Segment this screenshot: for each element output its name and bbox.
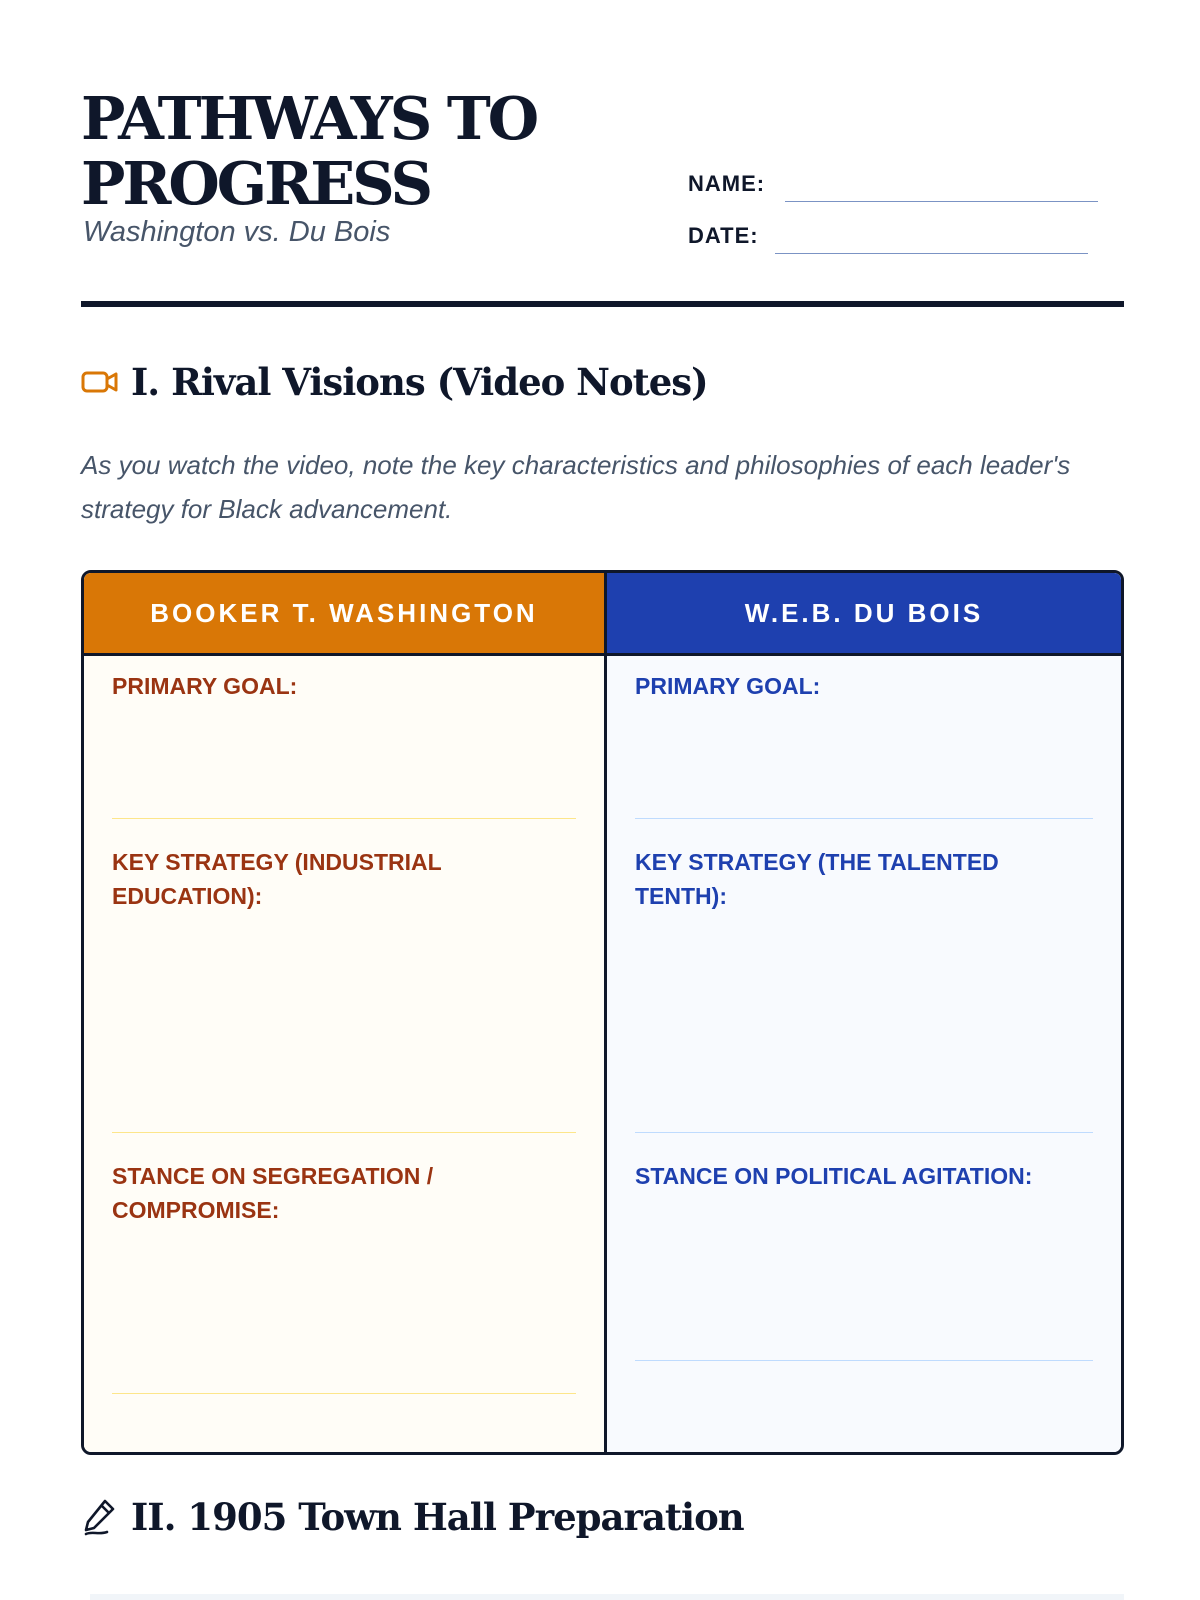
washington-answer-goal[interactable] <box>112 818 576 819</box>
dubois-answer-strategy[interactable] <box>635 1132 1093 1133</box>
worksheet-title: PATHWAYS TO PROGRESS <box>81 84 537 218</box>
dubois-prompt-goal: PRIMARY GOAL: <box>635 673 821 699</box>
rival-visions-table <box>81 570 1124 1455</box>
washington-prompt-goal: PRIMARY GOAL: <box>112 673 298 699</box>
section-2-box-top <box>90 1594 1124 1600</box>
washington-column <box>84 573 604 1452</box>
washington-prompt-strategy: KEY STRATEGY (INDUSTRIAL EDUCATION): <box>112 849 442 909</box>
worksheet-subtitle: Washington vs. Du Bois <box>83 216 391 248</box>
section-2-title: II. 1905 Town Hall Preparation <box>131 1495 744 1539</box>
name-label: NAME: <box>688 171 766 196</box>
dubois-answer-stance[interactable] <box>635 1360 1093 1361</box>
washington-answer-stance[interactable] <box>112 1393 576 1394</box>
dubois-column <box>604 573 1121 1452</box>
name-field[interactable] <box>785 201 1098 202</box>
washington-answer-strategy[interactable] <box>112 1132 576 1133</box>
washington-prompt-stance: STANCE ON SEGREGATION / COMPROMISE: <box>112 1163 434 1223</box>
section-2-heading <box>81 1495 744 1539</box>
dubois-prompt-strategy: KEY STRATEGY (THE TALENTED TENTH): <box>635 849 999 909</box>
section-1-heading <box>81 360 708 404</box>
header-rule <box>81 301 1124 307</box>
section-1-instructions: As you watch the video, note the key characteristics and philosophies of each leader's strategy for Black advancement. <box>81 450 1071 524</box>
washington-heading: BOOKER T. WASHINGTON <box>84 573 604 656</box>
dubois-heading: W.E.B. DU BOIS <box>607 573 1121 656</box>
section-1-title: I. Rival Visions (Video Notes) <box>131 360 708 404</box>
date-field[interactable] <box>775 253 1088 254</box>
dubois-answer-goal[interactable] <box>635 818 1093 819</box>
video-camera-icon <box>81 362 125 402</box>
dubois-prompt-stance: STANCE ON POLITICAL AGITATION: <box>635 1163 1033 1189</box>
pen-icon <box>81 1497 125 1537</box>
date-label: DATE: <box>688 223 759 248</box>
